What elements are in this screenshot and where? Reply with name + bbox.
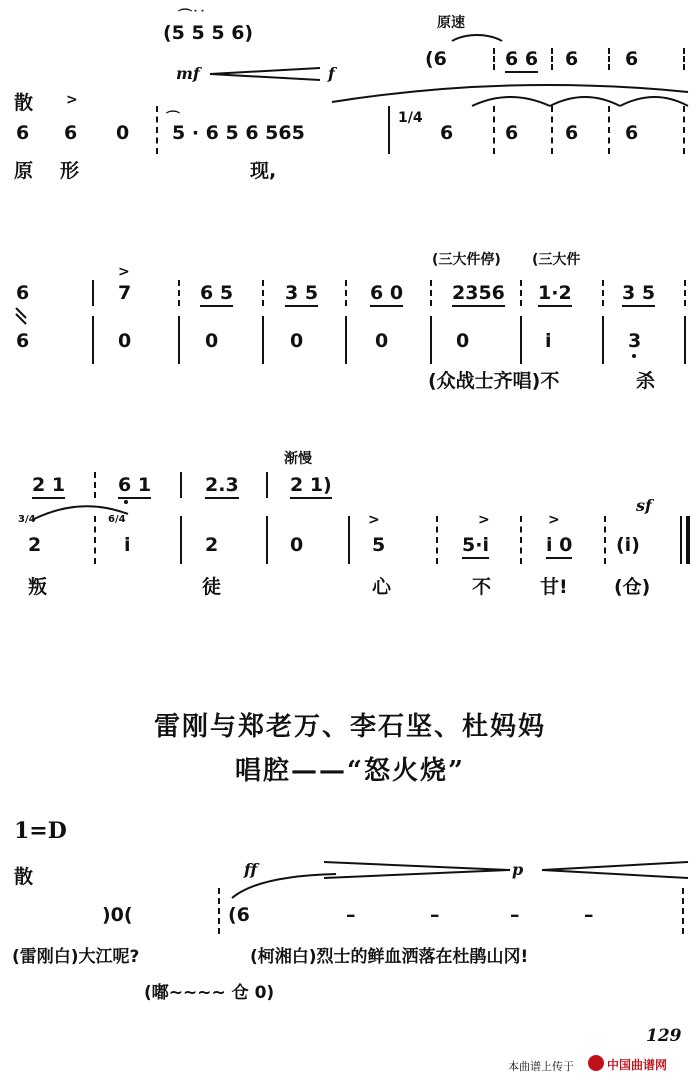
lyric: 杀 (636, 370, 656, 392)
barline (92, 316, 94, 364)
barline (178, 316, 180, 364)
lower-note: 6 (16, 330, 30, 352)
barline (684, 316, 686, 364)
barline (430, 316, 432, 364)
upper-note: 6 5 (200, 282, 233, 307)
spoken-line: (柯湘白)烈士的鲜血洒落在杜鹃山冈! (250, 947, 529, 967)
lyric: (仓) (614, 576, 651, 598)
barline (266, 472, 268, 498)
lower-note: 2 (28, 534, 42, 556)
percussion-cue: (三大件 (532, 252, 581, 268)
barline (493, 48, 497, 70)
lower-note: 6 (440, 122, 454, 144)
barline (348, 516, 350, 564)
page-number: 129 (646, 1026, 682, 1046)
fermata-marks: ⌒˙˙ (178, 9, 206, 25)
upper-note: 6 0 (370, 282, 403, 307)
upper-note: 6 1 (118, 474, 151, 499)
key-signature: 1=D (14, 818, 67, 844)
lower-note: 0 (118, 330, 132, 352)
lower-note: 6 (16, 122, 30, 144)
intro-bracket-notes: (5 5 5 6) (163, 22, 254, 44)
dynamic-f: f (328, 64, 335, 83)
dash: – (430, 904, 440, 926)
accent-mark: > (368, 512, 380, 528)
barline (604, 516, 608, 564)
lower-note: (i) (616, 534, 640, 556)
lyric: 甘! (540, 576, 568, 598)
barline (430, 280, 434, 306)
lyric: 心 (372, 576, 392, 598)
site-logo-text[interactable]: 中国曲谱网 (607, 1058, 668, 1072)
upper-note: 6 (625, 48, 639, 70)
barline (436, 516, 440, 564)
rest-marks: )0( (102, 904, 133, 926)
lower-note: 2 (205, 534, 219, 556)
lower-note: 6 (505, 122, 519, 144)
barline (218, 888, 222, 934)
spoken-line: (雷刚白)大江呢? (12, 947, 140, 967)
lower-note: 0 (290, 534, 304, 556)
lower-note: 3 (628, 330, 642, 352)
tempo-free-mark: 散 (14, 92, 34, 114)
lyric: 不 (472, 576, 492, 598)
crescendo-hairpin (210, 66, 322, 82)
upper-note: 2356 (452, 282, 505, 307)
upper-note: 2.3 (205, 474, 239, 499)
dash: – (510, 904, 520, 926)
barline (180, 472, 182, 498)
barline (92, 280, 94, 306)
accent-mark: > (118, 264, 130, 280)
dynamic-mf: mf (176, 64, 200, 83)
barline (683, 48, 687, 70)
upload-note: 本曲谱上传于 (508, 1060, 574, 1073)
barline (178, 280, 182, 306)
held-note: (6 (228, 904, 250, 926)
barline (551, 48, 555, 70)
lyric: 徒 (202, 576, 222, 598)
chorus-cue: (众战士齐唱)不 (428, 370, 560, 392)
barline (180, 516, 182, 564)
lower-note: 0 (375, 330, 389, 352)
barline (156, 106, 160, 154)
lyric: 叛 (28, 576, 48, 598)
barline (94, 516, 98, 564)
upper-note: 6 (16, 282, 30, 304)
barline (683, 106, 687, 154)
barline (345, 316, 347, 364)
accent-mark: > (478, 512, 490, 528)
lower-note: 6 (64, 122, 78, 144)
dash: – (584, 904, 594, 926)
barline-thick (686, 516, 690, 564)
octave-dot (632, 354, 636, 358)
barline (266, 516, 268, 564)
lower-phrase: 5 · 6 5 6 565 (172, 122, 305, 144)
barline (551, 106, 555, 154)
slur (228, 872, 338, 900)
lower-note: 6 (565, 122, 579, 144)
barline (493, 106, 497, 154)
lower-note: i 0 (546, 534, 572, 559)
barline (608, 48, 612, 70)
upper-note: 2 1) (290, 474, 332, 499)
dynamic-sf-text: sf (636, 496, 652, 515)
percussion-cue: (三大件停) (432, 252, 501, 268)
lower-note: 0 (290, 330, 304, 352)
barline (262, 316, 264, 364)
tie-slurs (470, 86, 690, 112)
lower-note: 5 (372, 534, 386, 556)
barline (345, 280, 349, 306)
site-logo-icon (588, 1055, 604, 1071)
time-signature: 6/4 (108, 514, 126, 525)
upper-note: 3 5 (285, 282, 318, 307)
crescendo-hairpin (540, 860, 690, 880)
dash: – (346, 904, 356, 926)
percussion-line: (嘟~~~~ 仓 0) (144, 983, 275, 1003)
glissando-mark (12, 306, 32, 328)
section-subtitle: 唱腔——“怒火烧” (235, 756, 465, 786)
lower-note: 0 (456, 330, 470, 352)
section-title: 雷刚与郑老万、李石坚、杜妈妈 (153, 712, 546, 742)
upper-note: 2 1 (32, 474, 65, 499)
upper-note: 3 5 (622, 282, 655, 307)
barline (520, 316, 522, 364)
accent-mark: > (66, 92, 78, 108)
lower-note: 0 (205, 330, 219, 352)
slur (445, 34, 509, 50)
barline (602, 316, 604, 364)
barline (608, 106, 612, 154)
lower-note: i (545, 330, 552, 352)
accent-mark: > (548, 512, 560, 528)
tempo-free-mark: 散 (14, 866, 34, 888)
barline (520, 516, 524, 564)
lower-note: 5·i (462, 534, 489, 559)
barline (388, 106, 390, 154)
upper-note: 6 (565, 48, 579, 70)
lyric: 现, (250, 160, 277, 182)
tempo-mark: 原速 (437, 15, 465, 31)
upper-note: 1·2 (538, 282, 572, 307)
lyric: 形 (60, 160, 80, 182)
tempo-mark: 渐慢 (284, 451, 312, 467)
lyric: 原 (14, 160, 34, 182)
barline (94, 472, 98, 498)
barline (684, 280, 688, 306)
time-signature: 3/4 (18, 514, 36, 525)
decrescendo-hairpin (322, 860, 512, 880)
dynamic-sf (636, 496, 652, 515)
lower-note: 6 (625, 122, 639, 144)
barline (602, 280, 606, 306)
upper-note: (6 (425, 48, 447, 70)
dynamic-ff: ff (244, 860, 258, 879)
barline (682, 888, 686, 934)
barline (262, 280, 266, 306)
dynamic-p: p (512, 860, 524, 879)
time-signature: 1/4 (398, 110, 423, 126)
lower-note: i (124, 534, 131, 556)
fermata-marks: ⌒ (166, 111, 180, 127)
lower-note: 0 (116, 122, 130, 144)
barline (520, 280, 524, 306)
upper-note: 6 6 (505, 48, 538, 73)
upper-note: 7 (118, 282, 132, 304)
barline (680, 516, 682, 564)
